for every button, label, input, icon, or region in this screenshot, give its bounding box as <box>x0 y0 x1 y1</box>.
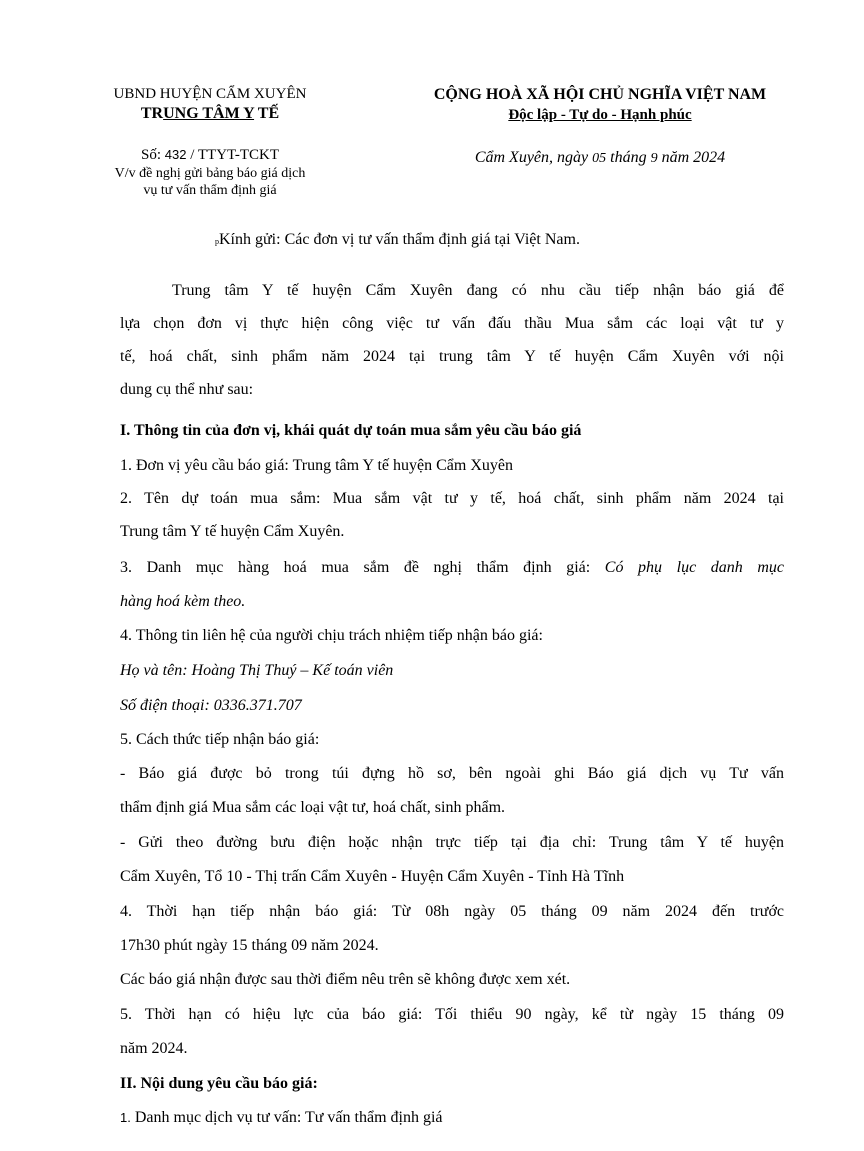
salutation <box>215 231 580 249</box>
section-2-item-1 <box>120 1109 784 1127</box>
reference-suffix: / TTYT-TCKT <box>186 147 279 163</box>
item-3-line1 <box>120 559 784 577</box>
deadline-line1: 4. Thời hạn tiếp nhận báo giá: Từ 08h ngày 05 tháng 09 năm 2024 đến trước <box>120 903 784 920</box>
issuing-unit <box>60 105 360 123</box>
item-3-text: 3. Danh mục hàng hoá mua sắm đề nghị thẩm định giá: <box>120 559 605 576</box>
para1-line2: lựa chọn đơn vị thực hiện công việc tư vấn đấu thầu Mua sắm các loại vật tư y <box>120 315 784 332</box>
validity-line1: 5. Thời hạn có hiệu lực của báo giá: Tối thiểu 90 ngày, kể từ ngày 15 tháng 09 <box>120 1006 784 1023</box>
national-motto <box>370 107 830 124</box>
salutation-text: Kính gửi: Các đơn vị tư vấn thẩm định giá tại Việt Nam. <box>219 231 580 248</box>
item-1: 1. Đơn vị yêu cầu báo giá: Trung tâm Y tế huyện Cẩm Xuyên <box>120 457 513 474</box>
item-3-italic: Có phụ lục danh mục <box>604 559 785 576</box>
subject-line-2: vụ tư vấn thẩm định giá <box>143 183 277 198</box>
para1-line3: tế, hoá chất, sinh phẩm năm 2024 tại trung tâm Y tế huyện Cẩm Xuyên với nội <box>120 348 784 365</box>
section-2-heading: II. Nội dung yêu cầu báo giá: <box>120 1075 318 1092</box>
item-5-a-line2: thẩm định giá Mua sắm các loại vật tư, hoá chất, sinh phẩm. <box>120 799 506 816</box>
salutation-mark: p <box>215 237 219 246</box>
national-motto-text: Độc lập - Tự do - Hạnh phúc <box>508 107 692 123</box>
contact-name: Họ và tên: Hoàng Thị Thuý – Kế toán viên <box>120 662 394 679</box>
item-4: 4. Thông tin liên hệ của người chịu trách nhiệm tiếp nhận báo giá: <box>120 627 543 644</box>
issuing-unit-part-1: TR <box>140 105 164 122</box>
subject-line-1: V/v đề nghị gửi bảng báo giá dịch <box>114 166 306 181</box>
reference-prefix: Số: <box>141 147 162 163</box>
item-5-a-line1: - Báo giá được bỏ trong túi đựng hồ sơ, bên ngoài ghi Báo giá dịch vụ Tư vấn <box>120 765 784 782</box>
item-2-line1: 2. Tên dự toán mua sắm: Mua sắm vật tư y tế, hoá chất, sinh phẩm năm 2024 tại <box>120 490 784 507</box>
date-month: 9 <box>650 151 658 166</box>
issuing-authority: UBND HUYỆN CẨM XUYÊN <box>113 86 307 102</box>
issue-date <box>370 149 830 167</box>
national-title: CỘNG HOÀ XÃ HỘI CHỦ NGHĨA VIỆT NAM <box>433 86 767 103</box>
date-part-c: năm 2024 <box>657 149 726 166</box>
item-2-line2: Trung tâm Y tế huyện Cẩm Xuyên. <box>120 523 345 540</box>
item-3-line2: hàng hoá kèm theo. <box>120 593 246 610</box>
date-part-b: tháng <box>606 149 651 166</box>
para1-line1: Trung tâm Y tế huyện Cẩm Xuyên đang có nhu cầu tiếp nhận báo giá để <box>172 282 784 299</box>
para1-line4: dung cụ thể như sau: <box>120 381 254 398</box>
item-5-b-line1: - Gửi theo đường bưu điện hoặc nhận trực tiếp tại địa chỉ: Trung tâm Y tế huyện <box>120 834 784 851</box>
deadline-line2: 17h30 phút ngày 15 tháng 09 năm 2024. <box>120 937 379 954</box>
section-1-heading: I. Thông tin của đơn vị, khái quát dự toán mua sắm yêu cầu báo giá <box>120 422 582 439</box>
issuing-unit-part-2: UNG TÂM Y <box>163 105 255 122</box>
issuing-unit-part-3: TẾ <box>254 105 280 122</box>
reference-number <box>60 147 360 164</box>
item-5-b-line2: Cẩm Xuyên, Tổ 10 - Thị trấn Cẩm Xuyên - Huyện Cẩm Xuyên - Tỉnh Hà Tĩnh <box>120 868 625 885</box>
reference-value: 432 <box>164 147 187 162</box>
validity-line2: năm 2024. <box>120 1040 188 1057</box>
date-part-a: Cẩm Xuyên, ngày <box>474 149 593 166</box>
late-note: Các báo giá nhận được sau thời điểm nêu trên sẽ không được xem xét. <box>120 971 571 988</box>
item-5: 5. Cách thức tiếp nhận báo giá: <box>120 731 320 748</box>
section-2-item-1-text: Danh mục dịch vụ tư vấn: Tư vấn thẩm định giá <box>130 1109 443 1126</box>
contact-phone: Số điện thoại: 0336.371.707 <box>120 697 302 714</box>
date-day: 05 <box>592 151 607 166</box>
section-2-item-1-number: 1. <box>120 1110 131 1125</box>
